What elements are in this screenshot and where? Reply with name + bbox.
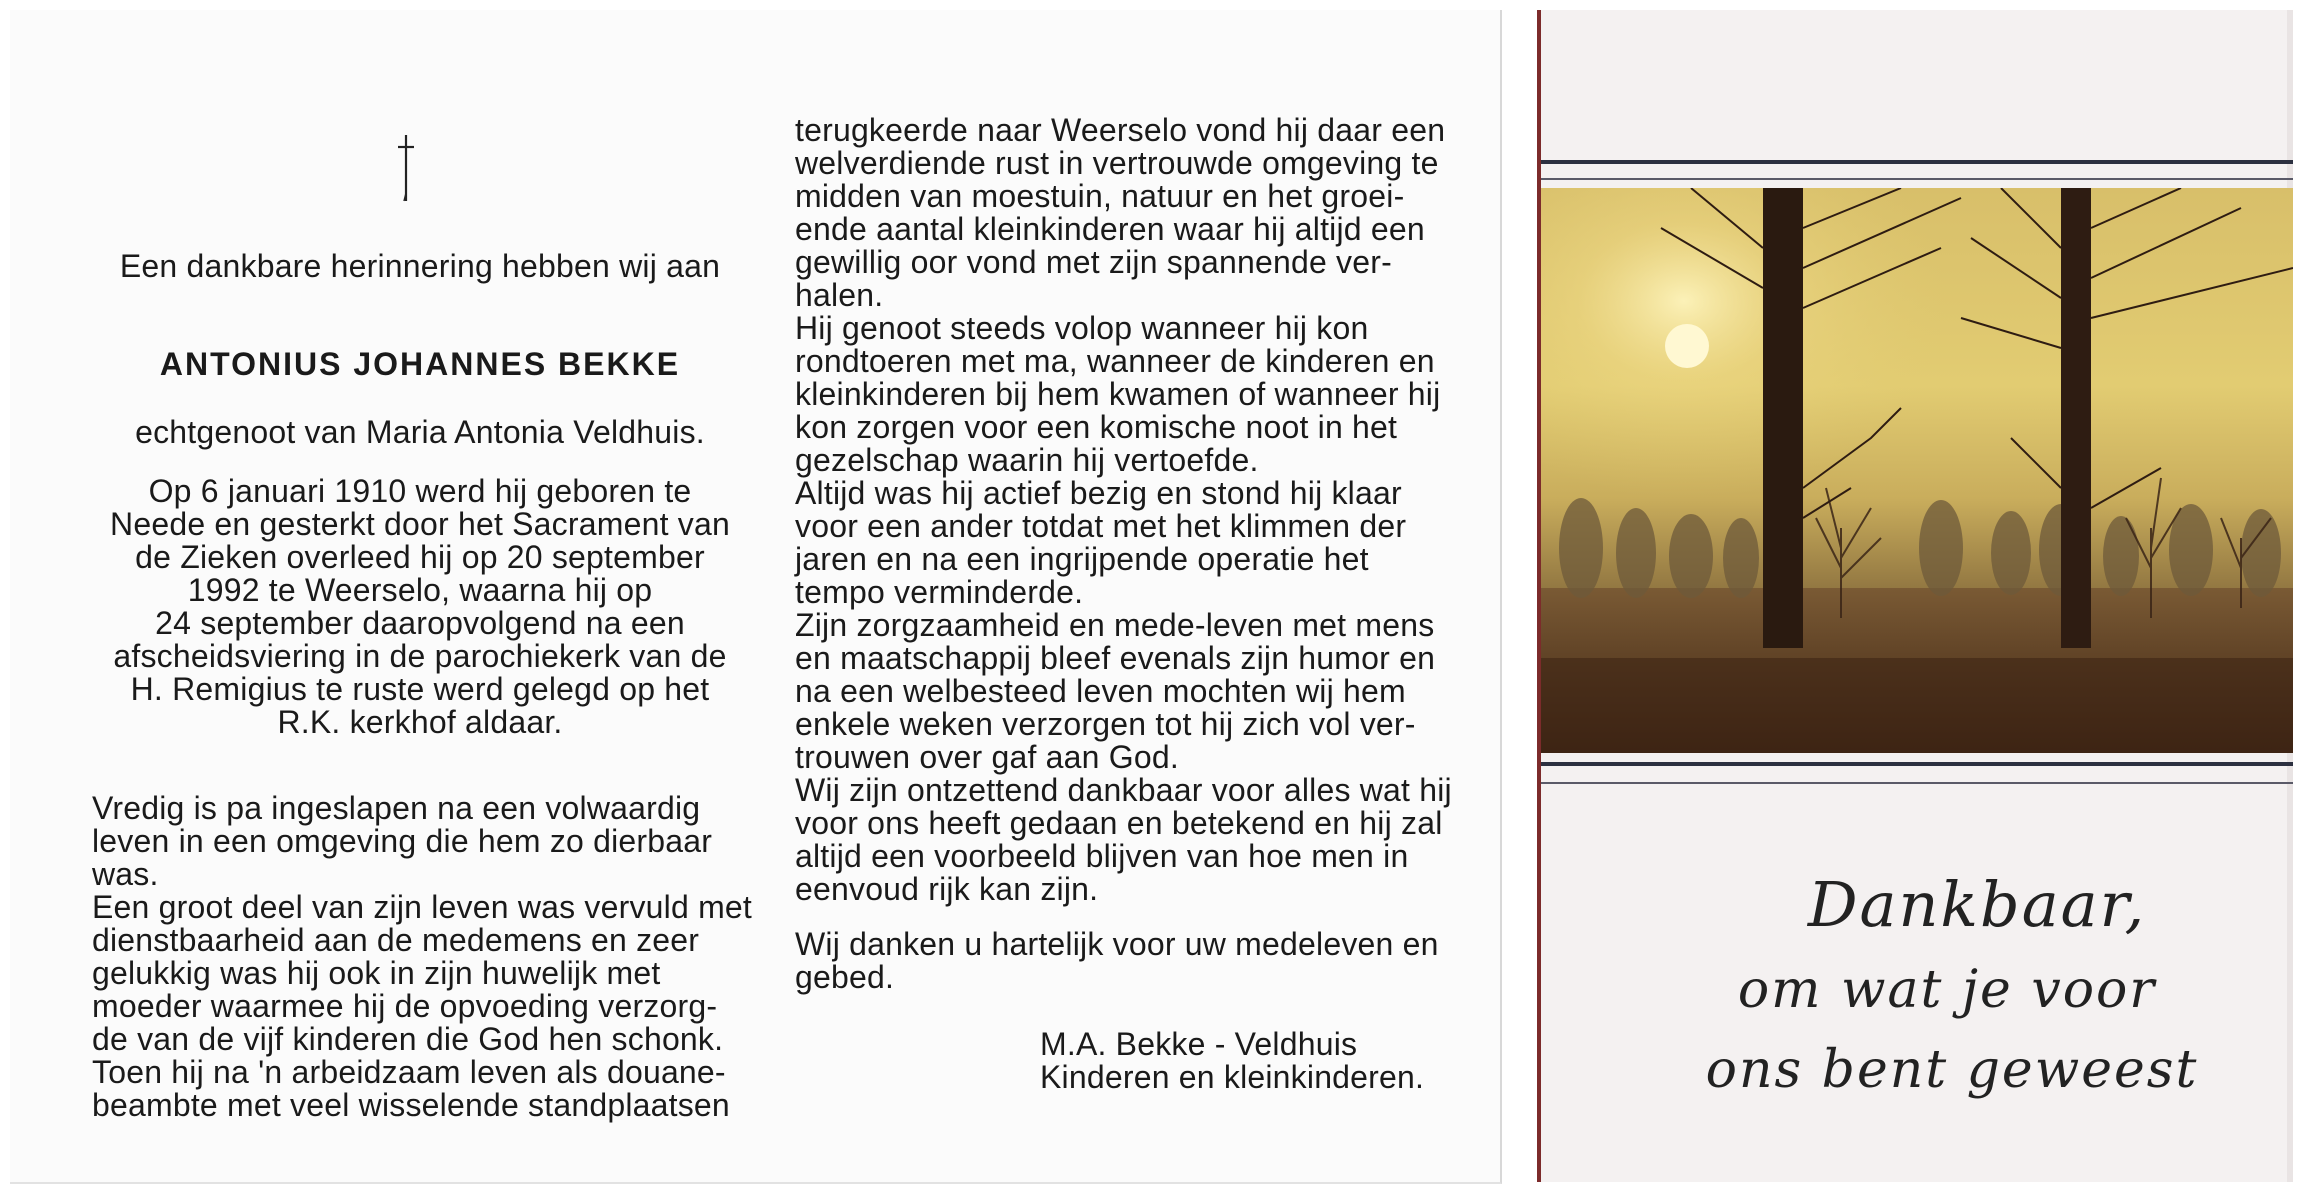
life-paragraph: [92, 792, 772, 1122]
paragraph-line: jaren en na een ingrijpende operatie het: [795, 541, 1369, 577]
paragraph-line: trouwen over gaf aan God.: [795, 739, 1179, 775]
sunset-trees-photo: [1541, 188, 2293, 753]
cross-icon: [395, 133, 417, 203]
paragraph-line: voor een ander totdat met het klimmen der: [795, 508, 1407, 544]
paragraph-line: kon zorgen voor een komische noot in het: [795, 409, 1398, 445]
paragraph-line: beambte met veel wisselende standplaatsen: [92, 1087, 730, 1123]
paragraph-line: afscheidsviering in de parochiekerk van de: [113, 638, 727, 674]
paragraph-line: Wij danken u hartelijk voor uw medeleven en: [795, 926, 1439, 962]
paragraph-line: na een welbesteed leven mochten wij hem: [795, 673, 1406, 709]
continued-paragraph: [795, 114, 1465, 906]
deceased-name: ANTONIUS JOHANNES BEKKE: [159, 346, 681, 382]
paragraph-line: voor ons heeft gedaan en betekend en hij zal: [795, 805, 1443, 841]
signature-block: [795, 1028, 1465, 1094]
paragraph-line: leven in een omgeving die hem zo dierbaar: [92, 823, 713, 859]
top-divider-thin: [1541, 178, 2293, 180]
paragraph-line: Zijn zorgzaamheid en mede-leven met mens: [795, 607, 1435, 643]
script-line-1: Dankbaar,: [1807, 868, 2147, 941]
signature-line: Kinderen en kleinkinderen.: [1040, 1059, 1425, 1095]
paragraph-line: 1992 te Weerselo, waarna hij op: [187, 572, 653, 608]
paragraph-line: Altijd was hij actief bezig en stond hij klaar: [795, 475, 1402, 511]
paragraph-line: Op 6 januari 1910 werd hij geboren te: [148, 473, 692, 509]
paragraph-line: R.K. kerkhof aldaar.: [277, 704, 563, 740]
paragraph-line: moeder waarmee hij de opvoeding verzorg-: [92, 988, 718, 1024]
paragraph-line: rondtoeren met ma, wanneer de kinderen en: [795, 343, 1435, 379]
paragraph-line: tempo verminderde.: [795, 574, 1084, 610]
paragraph-line: enkele weken verzorgen tot hij zich vol ver-: [795, 706, 1416, 742]
paragraph-line: gebed.: [795, 959, 895, 995]
landscape-image: [1541, 188, 2293, 753]
paragraph-line: H. Remigius te ruste werd gelegd op het: [130, 671, 710, 707]
spouse-line: echtgenoot van Maria Antonia Veldhuis.: [135, 414, 705, 450]
memorial-card-text-panel: [10, 10, 1502, 1184]
paragraph-line: de Zieken overleed hij op 20 september: [135, 539, 705, 575]
paragraph-line: de van de vijf kinderen die God hen schonk.: [92, 1021, 724, 1057]
script-line-2: om wat je voor: [1737, 960, 2157, 1020]
paragraph-line: Een groot deel van zijn leven was vervuld met: [92, 889, 753, 925]
paragraph-line: Toen hij na 'n arbeidzaam leven als douane-: [92, 1054, 726, 1090]
bottom-divider-thin: [1541, 782, 2293, 784]
paragraph-line: welverdiende rust in vertrouwde omgeving te: [795, 145, 1439, 181]
top-divider: [1541, 160, 2293, 164]
birth-death-paragraph: [80, 475, 760, 739]
bottom-divider: [1541, 762, 2293, 766]
paragraph-line: kleinkinderen bij hem kwamen of wanneer hij: [795, 376, 1441, 412]
script-line-3: ons bent geweest: [1705, 1040, 2199, 1100]
paragraph-line: Hij genoot steeds volop wanneer hij kon: [795, 310, 1369, 346]
paragraph-line: ende aantal kleinkinderen waar hij altijd een: [795, 211, 1425, 247]
paragraph-line: altijd een voorbeeld blijven van hoe men in: [795, 838, 1409, 874]
paragraph-line: gezelschap waarin hij vertoefde.: [795, 442, 1259, 478]
paragraph-line: Vredig is pa ingeslapen na een volwaardig: [92, 790, 701, 826]
paragraph-line: midden van moestuin, natuur en het groei-: [795, 178, 1405, 214]
paragraph-line: Wij zijn ontzettend dankbaar voor alles wat hij: [795, 772, 1452, 808]
paragraph-line: eenvoud rijk kan zijn.: [795, 871, 1099, 907]
memorial-card-photo-panel: [1537, 10, 2293, 1182]
signature-line: M.A. Bekke - Veldhuis: [1040, 1026, 1358, 1062]
paragraph-line: gewillig oor vond met zijn spannende ver-: [795, 244, 1392, 280]
paragraph-line: halen.: [795, 277, 884, 313]
paragraph-line: dienstbaarheid aan de medemens en zeer: [92, 922, 700, 958]
thanks-paragraph: [795, 928, 1465, 994]
paragraph-line: en maatschappij bleef evenals zijn humor en: [795, 640, 1436, 676]
paragraph-line: was.: [92, 856, 159, 892]
paragraph-line: Neede en gesterkt door het Sacrament van: [110, 506, 730, 542]
paragraph-line: 24 september daaropvolgend na een: [155, 605, 685, 641]
intro-line: Een dankbare herinnering hebben wij aan: [119, 248, 721, 284]
paragraph-line: gelukkig was hij ook in zijn huwelijk met: [92, 955, 661, 991]
paragraph-line: terugkeerde naar Weerselo vond hij daar een: [795, 112, 1446, 148]
